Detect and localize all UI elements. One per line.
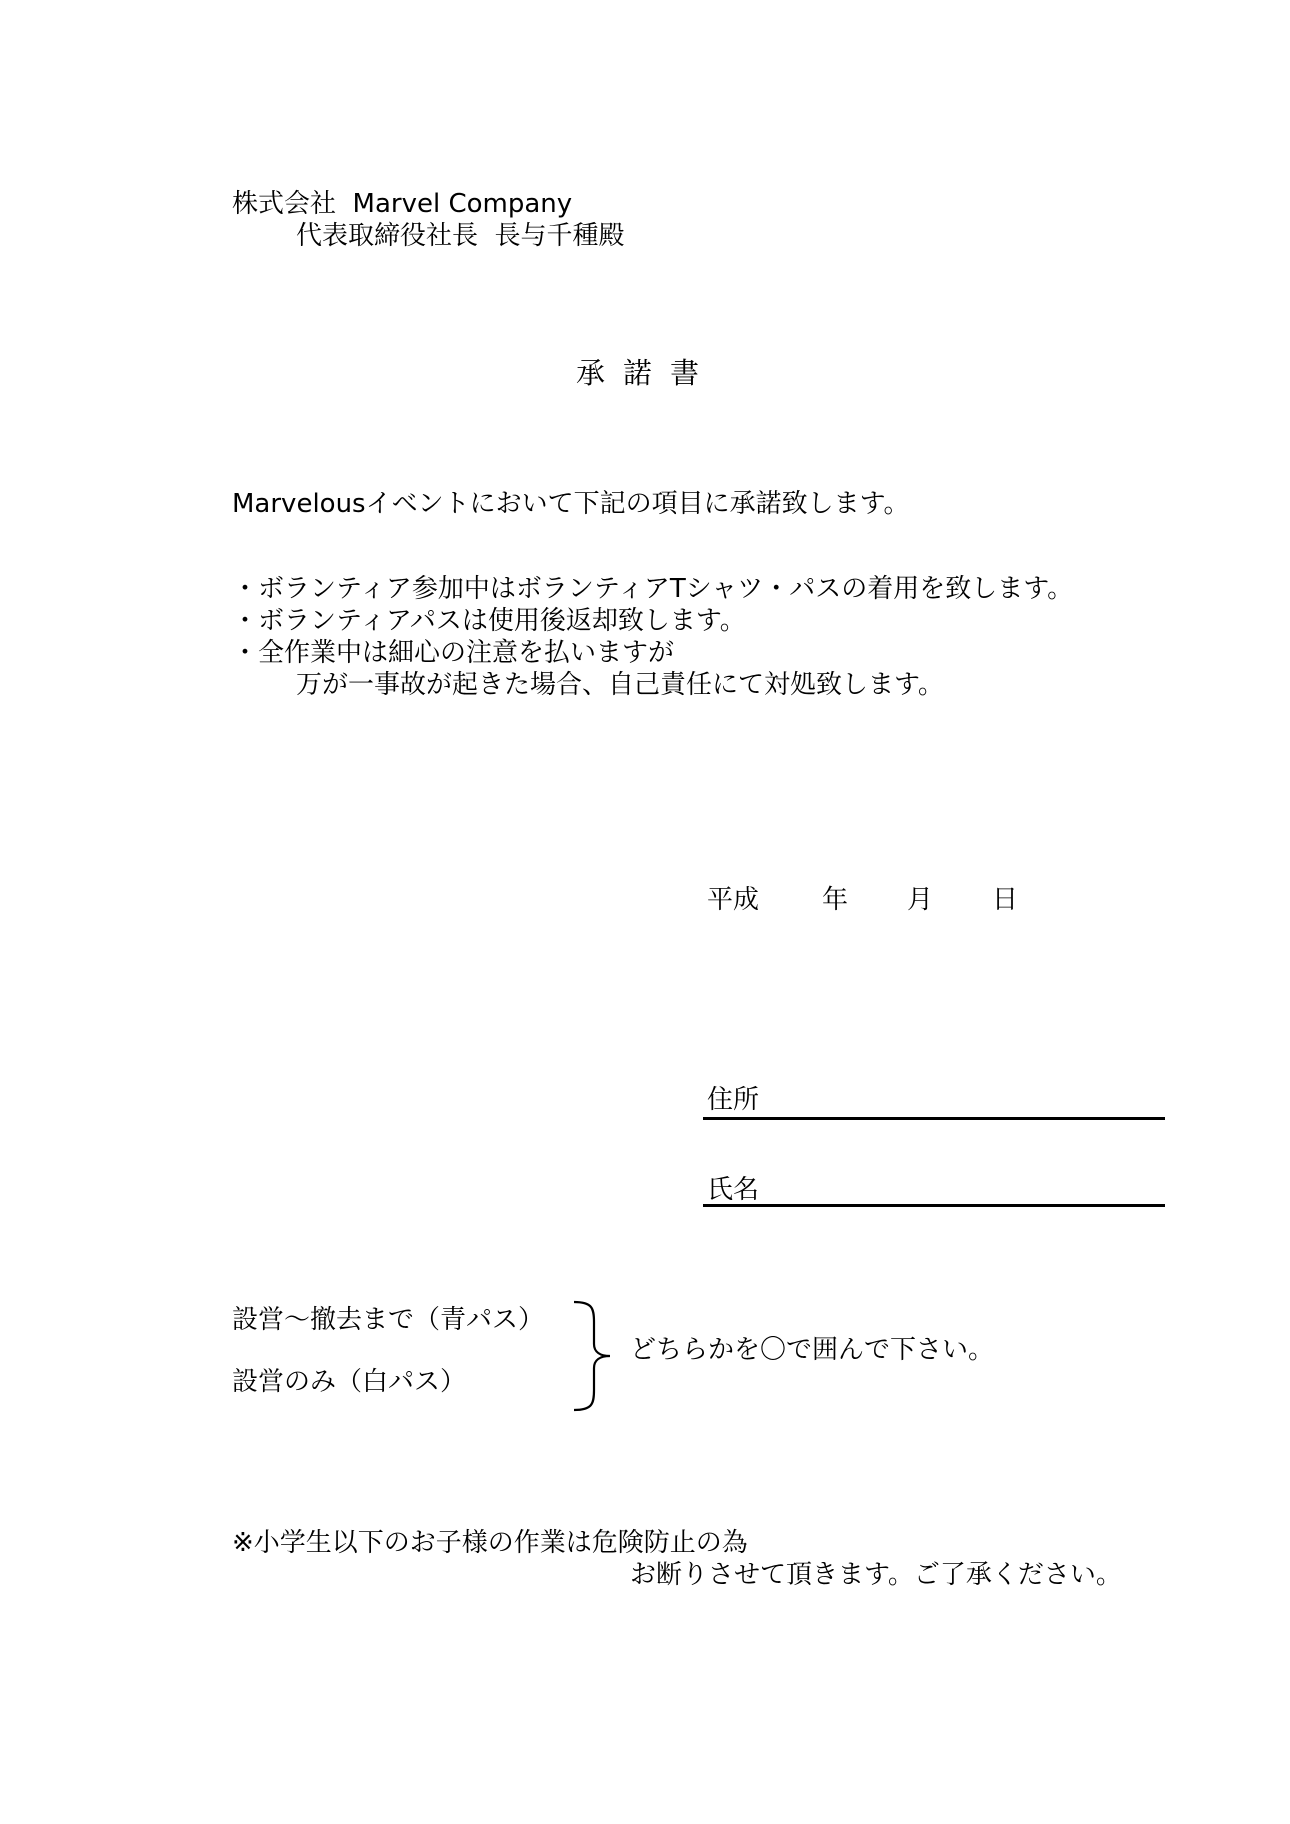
- date-month: 月: [907, 885, 934, 915]
- recipient-representative: 代表取締役社長 長与千種殿: [296, 221, 625, 251]
- item-self-responsibility: 万が一事故が起きた場合、自己責任にて対処致します。: [296, 670, 944, 700]
- address-line: [703, 1117, 1165, 1120]
- item-tshirt-pass: ・ボランティア参加中はボランティアTシャツ・パスの着用を致します。: [232, 574, 1074, 604]
- date-era: 平成: [707, 885, 760, 915]
- pass-option-blue: 設営～撤去まで（青パス）: [232, 1305, 545, 1335]
- item-caution: ・全作業中は細心の注意を払いますが: [232, 638, 675, 668]
- date-year: 年: [822, 885, 849, 915]
- date-day: 日: [992, 885, 1019, 915]
- pass-option-white: 設営のみ（白パス）: [232, 1367, 467, 1397]
- document-title: 承諾書: [576, 356, 718, 390]
- name-line: [703, 1204, 1165, 1207]
- note-line-2: お断りさせて頂きます。ご了承ください。: [630, 1560, 1122, 1590]
- intro-text: Marvelousイベントにおいて下記の項目に承諾致します。: [232, 489, 910, 519]
- item-return-pass: ・ボランティアパスは使用後返却致します。: [232, 606, 746, 636]
- name-label: 氏名: [707, 1175, 760, 1205]
- note-line-1: ※小学生以下のお子様の作業は危険防止の為: [232, 1528, 748, 1558]
- address-label: 住所: [707, 1085, 760, 1115]
- pass-choice-instruction: どちらかを〇で囲んで下さい。: [630, 1335, 995, 1365]
- curly-brace-icon: [570, 1300, 616, 1412]
- recipient-company: 株式会社 Marvel Company: [232, 189, 573, 219]
